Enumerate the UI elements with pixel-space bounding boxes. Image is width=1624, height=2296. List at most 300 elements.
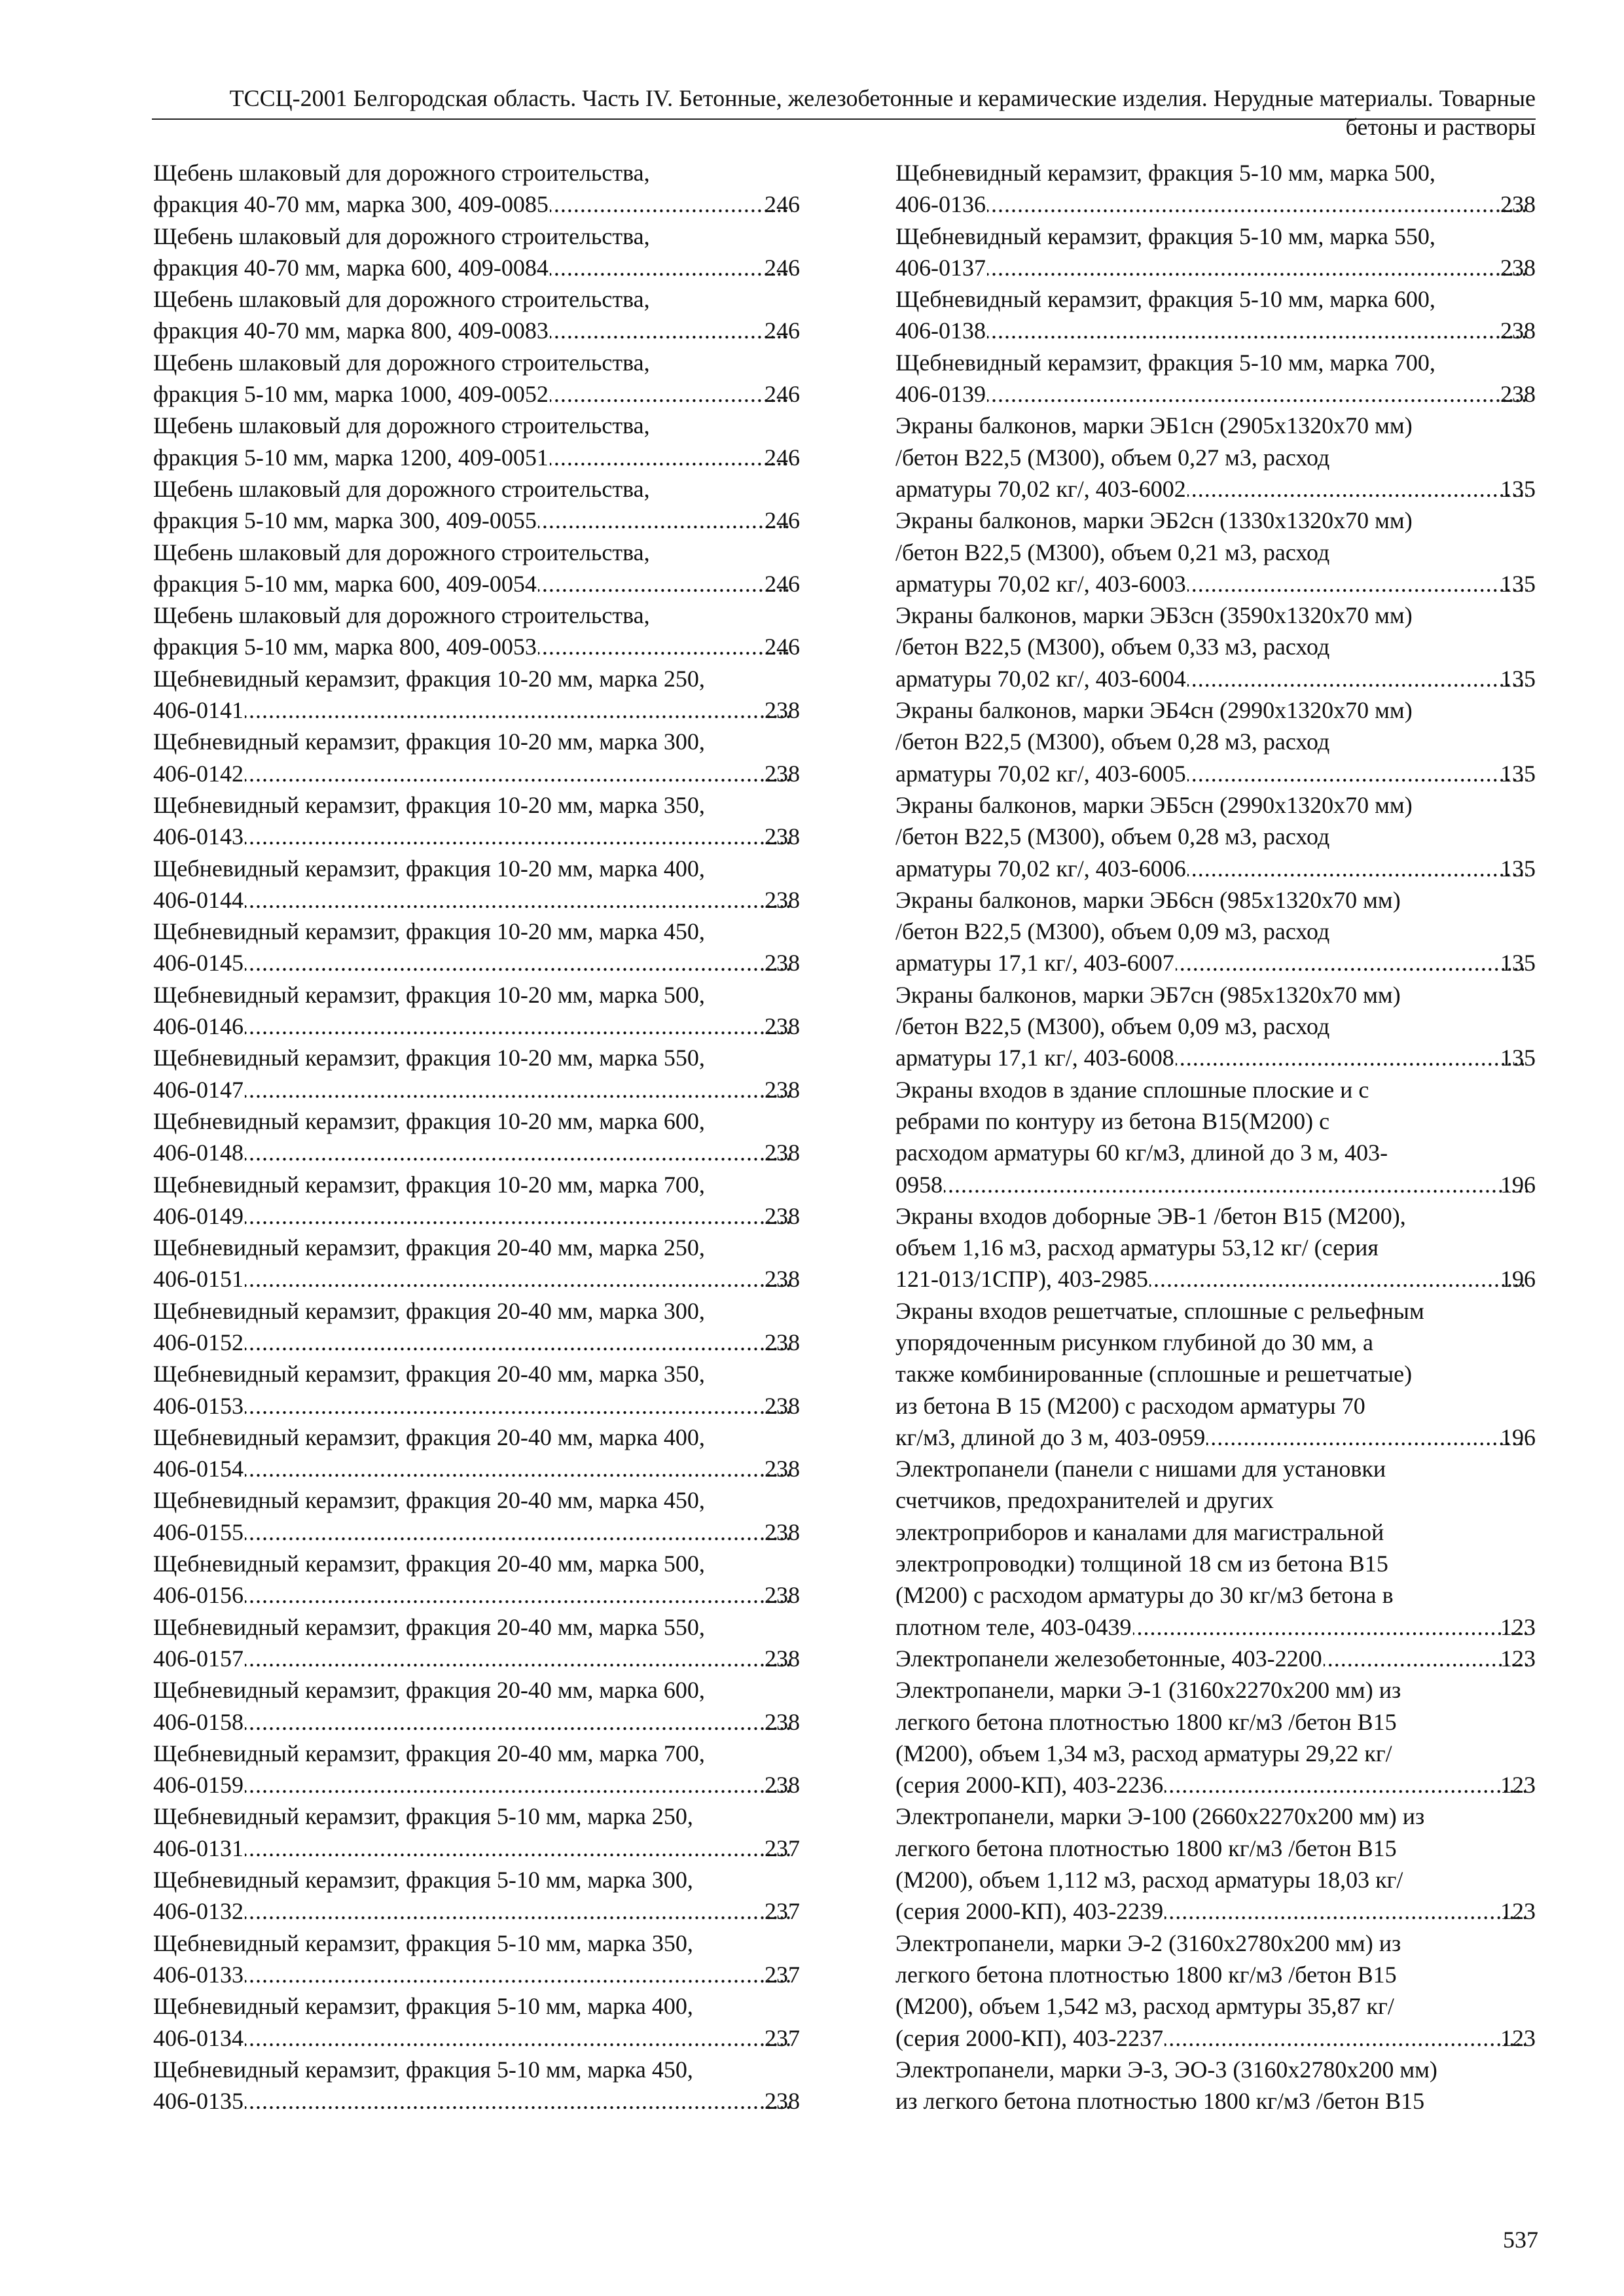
page-number: 537	[1503, 2227, 1538, 2253]
dot-leader	[245, 2085, 792, 2117]
index-entry-text: Электропанели железобетонные, 403-2200	[895, 1645, 1322, 1672]
index-entry-page: 238	[765, 1772, 800, 1799]
index-entry-text: арматуры 70,02 кг/, 403-6005	[895, 760, 1186, 787]
dot-leader	[245, 1390, 792, 1422]
dot-leader	[987, 252, 1528, 283]
index-entry	[153, 1611, 800, 1675]
index-entry-last-line	[153, 947, 800, 978]
index-entry-line: Щебневидный керамзит, фракция 10-20 мм, марка 450,	[153, 918, 705, 945]
index-entry-line: (М200) с расходом арматуры до 30 кг/м3 бетона в	[895, 1582, 1394, 1609]
index-entry	[153, 1422, 800, 1485]
index-entry-last-line	[153, 694, 800, 726]
dot-leader	[1206, 1422, 1528, 1453]
index-entry-line: Электропанели, марки Э-1 (3160х2270х200 мм) из	[895, 1677, 1401, 1704]
dot-leader	[245, 1327, 792, 1358]
index-entry-last-line	[895, 315, 1536, 346]
dot-leader	[1176, 947, 1528, 978]
index-entry	[153, 537, 800, 600]
index-entry-page: 135	[1500, 665, 1536, 692]
index-entry-line: Щебневидный керамзит, фракция 5-10 мм, марка 250,	[153, 1803, 693, 1830]
index-entry-line: Щебень шлаковый для дорожного строительства,	[153, 349, 650, 376]
index-entry-page: 238	[1500, 254, 1536, 281]
index-entry-page: 238	[1500, 381, 1536, 408]
index-entry	[895, 600, 1536, 694]
index-entry	[895, 1074, 1536, 1200]
dot-leader	[550, 442, 792, 473]
index-entry	[895, 347, 1536, 410]
index-entry-last-line	[895, 568, 1536, 600]
index-entry-page: 238	[765, 1392, 800, 1419]
index-entry	[153, 1358, 800, 1422]
index-entry-page: 135	[1500, 570, 1536, 597]
dot-leader	[538, 631, 792, 662]
index-entry-last-line	[153, 1959, 800, 1990]
index-entry-last-line	[895, 1769, 1536, 1801]
index-entry	[153, 1232, 800, 1295]
index-entry	[153, 1738, 800, 1801]
index-entry-page: 135	[1500, 760, 1536, 787]
index-entry-page: 123	[1500, 1645, 1536, 1672]
index-entry-page: 246	[765, 254, 800, 281]
index-entry-text: 406-0143	[153, 823, 244, 850]
index-entry	[895, 1801, 1536, 1927]
index-entry-last-line	[153, 1390, 800, 1422]
index-entry-page: 238	[765, 1076, 800, 1103]
index-entry-line: Щебневидный керамзит, фракция 5-10 мм, марка 600,	[895, 286, 1435, 313]
index-entry-line: /бетон В22,5 (М300), объем 0,33 м3, расход	[895, 634, 1330, 660]
index-entry-text: 406-0152	[153, 1329, 244, 1355]
index-entry-page: 196	[1500, 1266, 1536, 1293]
index-entry-line: Электропанели, марки Э-2 (3160х2780х200 мм) из	[895, 1929, 1401, 1956]
index-entry-line: Щебневидный керамзит, фракция 20-40 мм, марка 700,	[153, 1740, 705, 1767]
index-entry-line: /бетон В22,5 (М300), объем 0,28 м3, расход	[895, 728, 1330, 755]
index-entry-last-line	[895, 1422, 1536, 1453]
dot-leader	[987, 188, 1528, 220]
index-entry-last-line	[895, 1042, 1536, 1073]
index-entry-text: (серия 2000-КП), 403-2239	[895, 1898, 1164, 1925]
index-entry	[153, 853, 800, 916]
index-entry-page: 238	[765, 1582, 800, 1609]
index-entry-last-line	[153, 188, 800, 220]
index-entry-text: арматуры 70,02 кг/, 403-6006	[895, 855, 1186, 882]
index-entry-text: плотном теле, 403-0439	[895, 1613, 1132, 1640]
index-entry-page: 238	[765, 1645, 800, 1672]
dot-leader	[245, 2022, 792, 2054]
dot-leader	[1133, 1611, 1528, 1643]
index-entry-line: Щебневидный керамзит, фракция 5-10 мм, марка 350,	[153, 1929, 693, 1956]
dot-leader	[245, 821, 792, 852]
index-entry-text: 406-0156	[153, 1582, 244, 1609]
index-entry-last-line	[153, 1263, 800, 1295]
index-entry-line: Экраны балконов, марки ЭБ3сн (3590х1320х70 мм)	[895, 602, 1413, 629]
index-entry-last-line	[895, 1169, 1536, 1200]
index-entry-page: 246	[765, 444, 800, 471]
index-entry-last-line	[153, 1137, 800, 1168]
index-entry-line: Щебень шлаковый для дорожного строительства,	[153, 223, 650, 249]
index-entry-line: Экраны входов доборные ЭВ-1 /бетон В15 (М200),	[895, 1202, 1406, 1229]
index-entry	[153, 1801, 800, 1864]
index-entry-last-line	[153, 1833, 800, 1864]
index-entry-line: Щебень шлаковый для дорожного строительства,	[153, 160, 650, 186]
index-entry-page: 246	[765, 317, 800, 344]
index-entry-text: 406-0141	[153, 697, 244, 724]
index-entry-line: легкого бетона плотностью 1800 кг/м3 /бетон В15	[895, 1835, 1397, 1861]
dot-leader	[245, 1137, 792, 1168]
index-entry-text: фракция 40-70 мм, марка 600, 409-0084	[153, 254, 549, 281]
index-entry-last-line	[153, 1516, 800, 1548]
index-entry-page: 238	[765, 1456, 800, 1482]
index-entry	[895, 410, 1536, 505]
index-entry-page: 237	[765, 1835, 800, 1861]
index-entry-text: 406-0145	[153, 950, 244, 977]
index-entry-text: 406-0148	[153, 1139, 244, 1166]
dot-leader	[245, 1959, 792, 1990]
index-entry-last-line	[153, 758, 800, 789]
index-entry-text: фракция 5-10 мм, марка 1000, 409-0052	[153, 381, 549, 408]
index-entry	[895, 789, 1536, 884]
index-entry-page: 123	[1500, 1898, 1536, 1925]
index-entry-last-line	[153, 1327, 800, 1358]
index-entry-text: 406-0158	[153, 1708, 244, 1735]
index-entry-page: 196	[1500, 1171, 1536, 1198]
index-entry-page: 135	[1500, 855, 1536, 882]
dot-leader	[550, 315, 792, 346]
index-entry-text: 406-0155	[153, 1518, 244, 1545]
index-entry-last-line	[153, 631, 800, 662]
index-entry-line: Щебневидный керамзит, фракция 5-10 мм, марка 400,	[153, 1993, 693, 2020]
index-entry-line: Щебневидный керамзит, фракция 5-10 мм, марка 500,	[895, 160, 1435, 186]
index-entry-text: 406-0139	[895, 381, 986, 408]
index-entry-page: 238	[765, 823, 800, 850]
index-entry-line: Экраны входов в здание сплошные плоские и с	[895, 1076, 1369, 1103]
index-entry	[895, 1643, 1536, 1674]
dot-leader	[1187, 473, 1528, 505]
index-entry	[153, 663, 800, 726]
dot-leader	[550, 252, 792, 283]
index-entry	[153, 1042, 800, 1105]
index-entry-page: 238	[765, 1518, 800, 1545]
index-entry-page: 238	[765, 1139, 800, 1166]
index-entry-text: 406-0133	[153, 1961, 244, 1988]
index-entry-line: Щебень шлаковый для дорожного строительства,	[153, 286, 650, 313]
index-entry-last-line	[895, 853, 1536, 884]
index-entry-last-line	[153, 821, 800, 852]
index-entry-line: /бетон В22,5 (М300), объем 0,09 м3, расход	[895, 1013, 1330, 1040]
index-entry-line: Экраны балконов, марки ЭБ1сн (2905х1320х70 мм)	[895, 412, 1413, 439]
index-entry-line: Щебень шлаковый для дорожного строительства,	[153, 475, 650, 502]
index-entry-text: арматуры 17,1 кг/, 403-6007	[895, 950, 1174, 977]
index-entry	[895, 1674, 1536, 1801]
dot-leader	[1187, 568, 1528, 600]
index-entry-line: из бетона В 15 (М200) с расходом арматуры 70	[895, 1392, 1365, 1419]
index-entry-line: Экраны входов решетчатые, сплошные с рельефным	[895, 1297, 1424, 1324]
index-entry	[895, 505, 1536, 600]
index-entry-text: 406-0154	[153, 1456, 244, 1482]
index-entry-line: Экраны балконов, марки ЭБ5сн (2990х1320х70 мм)	[895, 791, 1413, 818]
index-entry	[153, 221, 800, 284]
index-entry	[153, 789, 800, 853]
index-entry-page: 238	[765, 1202, 800, 1229]
index-entry-page: 246	[765, 570, 800, 597]
index-entry-last-line	[153, 505, 800, 536]
index-entry-line: электропроводки) толщиной 18 см из бетона В15	[895, 1551, 1388, 1577]
index-entry-line: Щебневидный керамзит, фракция 10-20 мм, марка 500,	[153, 981, 705, 1008]
index-entry-text: 406-0131	[153, 1835, 244, 1861]
index-entry	[153, 2054, 800, 2117]
index-entry-line: Щебень шлаковый для дорожного строительства,	[153, 602, 650, 629]
dot-leader	[538, 568, 792, 600]
index-entry-page: 135	[1500, 475, 1536, 502]
index-entry-last-line	[895, 1643, 1536, 1674]
index-entry-line: Щебневидный керамзит, фракция 10-20 мм, марка 600,	[153, 1107, 705, 1134]
dot-leader	[245, 1643, 792, 1674]
index-entry-last-line	[153, 252, 800, 283]
index-entry-line: Экраны балконов, марки ЭБ2сн (1330х1320х70 мм)	[895, 507, 1413, 534]
index-entry-page: 123	[1500, 2024, 1536, 2051]
index-entry-page: 238	[1500, 317, 1536, 344]
index-entry-last-line	[153, 568, 800, 600]
dot-leader	[245, 758, 792, 789]
index-entry-line: Щебневидный керамзит, фракция 20-40 мм, марка 250,	[153, 1234, 705, 1261]
index-entry	[895, 694, 1536, 789]
index-entry	[153, 1864, 800, 1928]
index-entry-last-line	[153, 1895, 800, 1927]
index-entry-page: 135	[1500, 950, 1536, 977]
dot-leader	[245, 1011, 792, 1042]
index-entry-text: арматуры 70,02 кг/, 403-6002	[895, 475, 1186, 502]
index-entry-text: фракция 40-70 мм, марка 300, 409-0085	[153, 191, 549, 218]
index-entry-text: (серия 2000-КП), 403-2237	[895, 2024, 1164, 2051]
index-entry-text: 406-0157	[153, 1645, 244, 1672]
index-entry	[153, 600, 800, 663]
index-entry-line: /бетон В22,5 (М300), объем 0,09 м3, расход	[895, 918, 1330, 945]
index-entry-page: 237	[765, 1961, 800, 1988]
index-entry-text: 406-0136	[895, 191, 986, 218]
dot-leader	[245, 884, 792, 916]
index-entry-page: 238	[765, 1708, 800, 1735]
dot-leader	[245, 694, 792, 726]
index-entry-line: Щебневидный керамзит, фракция 20-40 мм, марка 400,	[153, 1424, 705, 1450]
index-entry-line: Щебневидный керамзит, фракция 5-10 мм, марка 300,	[153, 1867, 693, 1893]
index-entry-page: 238	[765, 1266, 800, 1293]
index-entry	[153, 347, 800, 410]
index-entry-line: Электропанели, марки Э-100 (2660х2270х200 мм) из	[895, 1803, 1425, 1830]
index-entry-text: 406-0153	[153, 1392, 244, 1419]
index-entry-page: 246	[765, 507, 800, 534]
index-entry-last-line	[153, 1706, 800, 1738]
index-entry-last-line	[895, 2022, 1536, 2054]
dot-leader	[245, 1200, 792, 1232]
dot-leader	[1176, 1042, 1528, 1073]
index-entry-text: 406-0132	[153, 1898, 244, 1925]
index-entry	[153, 726, 800, 789]
dot-leader	[245, 1769, 792, 1801]
index-entry-last-line	[153, 1011, 800, 1042]
dot-leader	[1164, 2022, 1528, 2054]
index-entry-text: арматуры 70,02 кг/, 403-6003	[895, 570, 1186, 597]
dot-leader	[1164, 1895, 1528, 1927]
index-entry-text: 406-0151	[153, 1266, 244, 1293]
dot-leader	[245, 1706, 792, 1738]
index-entry-last-line	[895, 1263, 1536, 1295]
dot-leader	[245, 1895, 792, 1927]
index-entry-line: Щебневидный керамзит, фракция 5-10 мм, марка 550,	[895, 223, 1435, 249]
index-entry	[153, 410, 800, 473]
index-column-right	[895, 157, 1536, 2117]
dot-leader	[1187, 758, 1528, 789]
index-entry-page: 246	[765, 191, 800, 218]
index-entry-line: Щебневидный керамзит, фракция 20-40 мм, марка 500,	[153, 1551, 705, 1577]
index-entry-text: (серия 2000-КП), 403-2236	[895, 1772, 1164, 1799]
index-entry-page: 238	[765, 950, 800, 977]
dot-leader	[1164, 1769, 1528, 1801]
index-entry-page: 238	[765, 1329, 800, 1355]
index-entry-last-line	[153, 1769, 800, 1801]
index-entry-line: ребрами по контуру из бетона В15(М200) с	[895, 1107, 1330, 1134]
index-entry-last-line	[153, 2085, 800, 2117]
header-rule	[152, 118, 1536, 120]
index-entry-last-line	[895, 1895, 1536, 1927]
index-entry-page: 238	[765, 760, 800, 787]
index-entry	[153, 916, 800, 979]
index-entry-last-line	[895, 252, 1536, 283]
index-entry-line: Щебень шлаковый для дорожного строительства,	[153, 412, 650, 439]
index-entry-last-line	[895, 758, 1536, 789]
index-entry	[153, 1484, 800, 1548]
index-entry-line: легкого бетона плотностью 1800 кг/м3 /бетон В15	[895, 1961, 1397, 1988]
index-entry-text: фракция 5-10 мм, марка 800, 409-0053	[153, 634, 537, 660]
index-entry-text: фракция 40-70 мм, марка 800, 409-0083	[153, 317, 549, 344]
index-entry	[153, 473, 800, 537]
dot-leader	[245, 1263, 792, 1295]
index-entry-line: из легкого бетона плотностью 1800 кг/м3 /бетон В15	[895, 2088, 1425, 2115]
index-entry-text: 406-0134	[153, 2024, 244, 2051]
index-entry-page: 246	[765, 634, 800, 660]
index-entry-last-line	[895, 473, 1536, 505]
dot-leader	[245, 1833, 792, 1864]
index-entry-last-line	[153, 442, 800, 473]
index-entry-text: 406-0137	[895, 254, 986, 281]
index-entry-text: кг/м3, длиной до 3 м, 403-0959	[895, 1424, 1206, 1450]
index-entry-last-line	[153, 1579, 800, 1611]
dot-leader	[245, 1516, 792, 1548]
index-entry-line: /бетон В22,5 (М300), объем 0,28 м3, расход	[895, 823, 1330, 850]
index-entry-line: Экраны балконов, марки ЭБ7сн (985х1320х70 мм)	[895, 981, 1401, 1008]
index-entry-line: Щебневидный керамзит, фракция 20-40 мм, марка 600,	[153, 1677, 705, 1704]
index-entry-line: Щебневидный керамзит, фракция 10-20 мм, марка 400,	[153, 855, 705, 882]
dot-leader	[245, 1074, 792, 1105]
index-entry-last-line	[153, 315, 800, 346]
dot-leader	[550, 188, 792, 220]
index-entry-line: Щебневидный керамзит, фракция 10-20 мм, марка 550,	[153, 1045, 705, 1071]
index-entry-line: Электропанели (панели с нишами для установки	[895, 1456, 1386, 1482]
index-entry	[153, 1990, 800, 2054]
index-entry-text: 406-0144	[153, 886, 244, 913]
index-entry-line: Щебневидный керамзит, фракция 10-20 мм, марка 250,	[153, 665, 705, 692]
index-entry-page: 135	[1500, 1045, 1536, 1071]
index-column-left	[153, 157, 800, 2117]
index-entry-page: 238	[765, 886, 800, 913]
index-entry-page: 123	[1500, 1613, 1536, 1640]
index-entry-text: 406-0159	[153, 1772, 244, 1799]
index-entry-last-line	[895, 378, 1536, 410]
index-entry-text: 406-0149	[153, 1202, 244, 1229]
index-entry-text: арматуры 70,02 кг/, 403-6004	[895, 665, 1186, 692]
index-entry	[153, 979, 800, 1043]
index-entry	[153, 283, 800, 347]
index-entry-last-line	[895, 1611, 1536, 1643]
index-entry	[895, 283, 1536, 347]
index-entry-text: фракция 5-10 мм, марка 600, 409-0054	[153, 570, 537, 597]
index-entry-line: Щебневидный керамзит, фракция 20-40 мм, марка 350,	[153, 1361, 705, 1388]
index-entry-page: 238	[765, 697, 800, 724]
dot-leader	[1324, 1643, 1528, 1674]
index-entry-line: Щебневидный керамзит, фракция 5-10 мм, марка 450,	[153, 2056, 693, 2083]
dot-leader	[1149, 1263, 1528, 1295]
index-entry	[895, 1295, 1536, 1453]
index-entry	[895, 1453, 1536, 1643]
dot-leader	[245, 947, 792, 978]
index-entry-last-line	[895, 188, 1536, 220]
index-entry	[153, 1674, 800, 1738]
index-entry-line: Экраны балконов, марки ЭБ6сн (985х1320х70 мм)	[895, 886, 1401, 913]
index-entry-line: (М200), объем 1,34 м3, расход арматуры 29,22 кг/	[895, 1740, 1392, 1767]
index-entry-last-line	[153, 2022, 800, 2054]
index-entry-text: 406-0135	[153, 2088, 244, 2115]
index-entry	[153, 1548, 800, 1611]
index-entry-text: арматуры 17,1 кг/, 403-6008	[895, 1045, 1174, 1071]
index-entry-page: 238	[1500, 191, 1536, 218]
index-entry-line: Экраны балконов, марки ЭБ4сн (2990х1320х70 мм)	[895, 697, 1413, 724]
index-entry-line: легкого бетона плотностью 1800 кг/м3 /бетон В15	[895, 1708, 1397, 1735]
dot-leader	[987, 315, 1528, 346]
index-entry-last-line	[153, 1200, 800, 1232]
index-entry-page: 238	[765, 1013, 800, 1040]
index-entry-line: Щебневидный керамзит, фракция 20-40 мм, марка 450,	[153, 1487, 705, 1514]
index-entry-line: /бетон В22,5 (М300), объем 0,27 м3, расход	[895, 444, 1330, 471]
index-entry	[895, 979, 1536, 1074]
index-entry	[895, 157, 1536, 221]
index-entry	[895, 1200, 1536, 1295]
index-entry-line: /бетон В22,5 (М300), объем 0,21 м3, расход	[895, 539, 1330, 565]
index-entry-page: 238	[765, 2088, 800, 2115]
index-entry-line: Щебень шлаковый для дорожного строительства,	[153, 539, 650, 565]
running-header: ТССЦ-2001 Белгородская область. Часть IV. Бетонные, железобетонные и керамические изделия. Нерудные материалы. Товарные бетоны и растворы	[229, 85, 1536, 140]
index-entry-line: (М200), объем 1,112 м3, расход арматуры 18,03 кг/	[895, 1867, 1403, 1893]
index-entry-page: 246	[765, 381, 800, 408]
index-entry-page: 123	[1500, 1772, 1536, 1799]
index-entry-page: 196	[1500, 1424, 1536, 1450]
index-entry-line: (М200), объем 1,542 м3, расход армтуры 35,87 кг/	[895, 1993, 1394, 2020]
index-entry-text: 406-0138	[895, 317, 986, 344]
index-entry-text: 406-0146	[153, 1013, 244, 1040]
dot-leader	[245, 1579, 792, 1611]
index-entry-line: Щебневидный керамзит, фракция 20-40 мм, марка 300,	[153, 1297, 705, 1324]
index-entry	[153, 1169, 800, 1232]
index-entry-line: расходом арматуры 60 кг/м3, длиной до 3 м, 403-	[895, 1139, 1388, 1166]
index-entry-page: 237	[765, 2024, 800, 2051]
index-entry	[895, 1928, 1536, 2054]
index-entry	[895, 2054, 1536, 2117]
index-entry-line: объем 1,16 м3, расход арматуры 53,12 кг/ (серия	[895, 1234, 1379, 1261]
dot-leader	[944, 1169, 1528, 1200]
index-entry-line: счетчиков, предохранителей и других	[895, 1487, 1274, 1514]
dot-leader	[245, 1453, 792, 1484]
dot-leader	[1187, 663, 1528, 694]
index-entry-line: Электропанели, марки Э-3, ЭО-3 (3160х2780х200 мм)	[895, 2056, 1437, 2083]
index-entry-line: электроприборов и каналами для магистральной	[895, 1518, 1384, 1545]
index-entry-page: 237	[765, 1898, 800, 1925]
